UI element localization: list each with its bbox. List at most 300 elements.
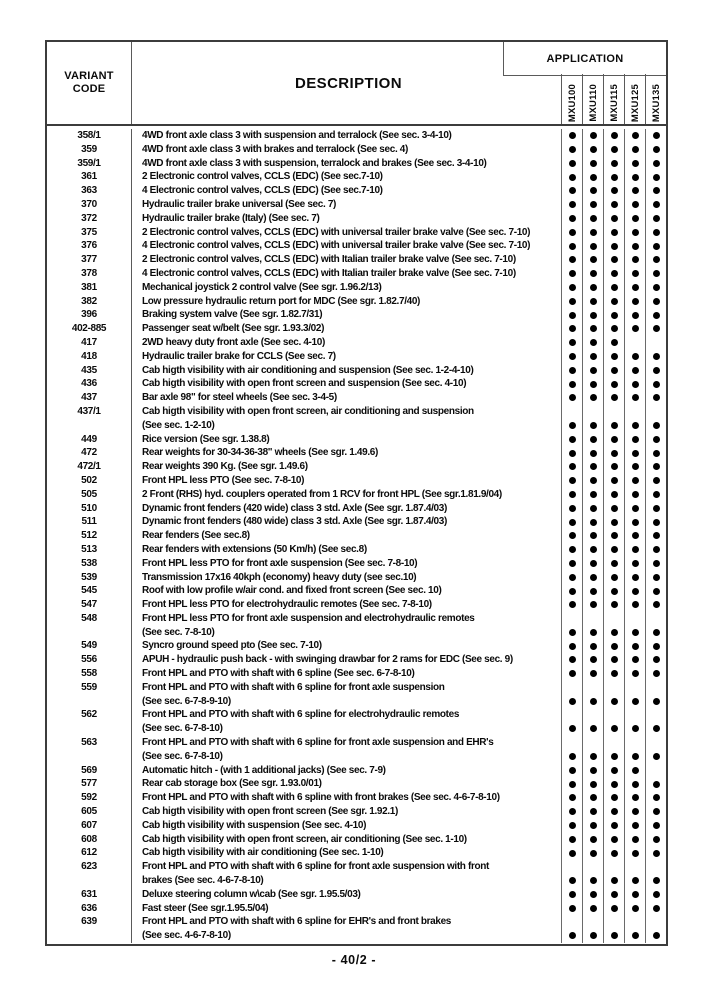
application-dot bbox=[590, 505, 597, 512]
variant-code-table bbox=[45, 40, 668, 946]
table-row bbox=[47, 584, 666, 598]
description-line: Front HPL and PTO with shaft with 6 spline for front axle suspension bbox=[142, 681, 445, 693]
application-dot bbox=[653, 781, 660, 788]
variant-code-cell: 505 bbox=[47, 488, 132, 502]
application-dot-column bbox=[561, 308, 582, 322]
description-line: Front HPL less PTO for electrohydraulic remotes (See sec. 7-8-10) bbox=[142, 599, 432, 611]
application-dot-column bbox=[624, 322, 645, 336]
application-dot bbox=[569, 284, 576, 291]
description-cell bbox=[132, 281, 561, 295]
table-row bbox=[47, 571, 666, 585]
application-dot-column bbox=[624, 681, 645, 709]
application-dot bbox=[632, 808, 639, 815]
application-dot bbox=[611, 532, 618, 539]
model-columns-header bbox=[561, 74, 666, 124]
table-row bbox=[47, 902, 666, 916]
application-dot-column bbox=[582, 736, 603, 764]
application-dot bbox=[632, 450, 639, 457]
table-row bbox=[47, 184, 666, 198]
application-cell bbox=[561, 502, 666, 516]
application-dot bbox=[569, 146, 576, 153]
application-dot bbox=[590, 891, 597, 898]
application-dot bbox=[653, 187, 660, 194]
model-column-label: MXU110 bbox=[587, 84, 599, 122]
table-row bbox=[47, 653, 666, 667]
description-line: (See sec. 6-7-8-10) bbox=[142, 723, 223, 735]
application-dot-column bbox=[582, 474, 603, 488]
application-dot bbox=[632, 877, 639, 884]
description-cell bbox=[132, 915, 561, 943]
application-dot-column bbox=[582, 791, 603, 805]
application-cell bbox=[561, 529, 666, 543]
table-row bbox=[47, 474, 666, 488]
application-dot-column bbox=[645, 888, 666, 902]
application-cell bbox=[561, 777, 666, 791]
table-row bbox=[47, 639, 666, 653]
application-dot bbox=[569, 491, 576, 498]
description-cell bbox=[132, 239, 561, 253]
table-row bbox=[47, 667, 666, 681]
application-cell bbox=[561, 915, 666, 943]
application-dot-column bbox=[561, 253, 582, 267]
application-dot-column bbox=[561, 143, 582, 157]
application-dot bbox=[611, 546, 618, 553]
application-dot bbox=[590, 146, 597, 153]
application-dot-column bbox=[645, 474, 666, 488]
description-line: (See sec. 6-7-8-10) bbox=[142, 750, 223, 762]
application-dot bbox=[611, 491, 618, 498]
application-dot bbox=[611, 201, 618, 208]
application-dot bbox=[569, 532, 576, 539]
description-cell bbox=[132, 433, 561, 447]
application-dot-column bbox=[603, 612, 624, 640]
description-line: (See sec. 7-8-10) bbox=[142, 626, 215, 638]
description-header-label: DESCRIPTION bbox=[295, 74, 402, 92]
application-dot-column bbox=[603, 515, 624, 529]
application-dot bbox=[653, 284, 660, 291]
table-row bbox=[47, 198, 666, 212]
application-dot bbox=[653, 808, 660, 815]
application-dot-column bbox=[624, 515, 645, 529]
application-dot bbox=[632, 601, 639, 608]
description-cell bbox=[132, 405, 561, 433]
application-dot-column bbox=[624, 308, 645, 322]
application-dot-column bbox=[645, 460, 666, 474]
application-dot-column bbox=[603, 253, 624, 267]
description-line: Rear fenders with extensions (50 Km/h) (See sec.8) bbox=[142, 543, 367, 555]
application-dot-column bbox=[603, 681, 624, 709]
variant-code-cell: 378 bbox=[47, 267, 132, 281]
application-dot bbox=[653, 243, 660, 250]
description-line: Rice version (See sgr. 1.38.8) bbox=[142, 433, 270, 445]
variant-code-cell: 547 bbox=[47, 598, 132, 612]
application-dot-column bbox=[645, 295, 666, 309]
application-dot-column bbox=[561, 805, 582, 819]
application-dot bbox=[653, 891, 660, 898]
application-dot bbox=[653, 753, 660, 760]
application-dot-column bbox=[561, 529, 582, 543]
application-dot-column bbox=[624, 708, 645, 736]
application-dot-column bbox=[645, 364, 666, 378]
application-dot bbox=[590, 243, 597, 250]
application-dot bbox=[632, 519, 639, 526]
application-dot-column bbox=[645, 446, 666, 460]
application-dot-column bbox=[645, 708, 666, 736]
description-cell bbox=[132, 295, 561, 309]
application-dot bbox=[590, 339, 597, 346]
application-dot-column bbox=[561, 488, 582, 502]
application-dot bbox=[653, 532, 660, 539]
application-dot-column bbox=[603, 708, 624, 736]
description-cell bbox=[132, 198, 561, 212]
application-dot-column bbox=[582, 543, 603, 557]
table-row bbox=[47, 405, 666, 433]
application-dot-column bbox=[582, 308, 603, 322]
model-column-mxu100 bbox=[561, 74, 582, 124]
application-dot-column bbox=[645, 239, 666, 253]
application-dot-column bbox=[561, 777, 582, 791]
application-cell bbox=[561, 281, 666, 295]
application-dot-column bbox=[624, 667, 645, 681]
application-dot-column bbox=[603, 336, 624, 350]
description-cell bbox=[132, 902, 561, 916]
description-line: Front HPL less PTO for front axle suspension (See sec. 7-8-10) bbox=[142, 557, 418, 569]
variant-code-cell: 605 bbox=[47, 805, 132, 819]
application-dot bbox=[653, 132, 660, 139]
application-dot-column bbox=[624, 267, 645, 281]
variant-code-cell: 569 bbox=[47, 764, 132, 778]
table-row bbox=[47, 129, 666, 143]
description-line: Front HPL and PTO with shaft with 6 spline for EHR's and front brakes bbox=[142, 916, 452, 928]
application-dot bbox=[653, 229, 660, 236]
application-cell bbox=[561, 833, 666, 847]
application-dot bbox=[653, 436, 660, 443]
application-dot-column bbox=[624, 157, 645, 171]
application-dot bbox=[611, 629, 618, 636]
variant-code-cell: 359 bbox=[47, 143, 132, 157]
application-dot-column bbox=[561, 584, 582, 598]
description-header-cell bbox=[132, 42, 565, 124]
description-line: Cab higth visibility with open front screen, air conditioning and suspension bbox=[142, 405, 474, 417]
application-dot bbox=[569, 463, 576, 470]
table-row bbox=[47, 777, 666, 791]
application-dot bbox=[632, 588, 639, 595]
application-dot bbox=[611, 187, 618, 194]
application-cell bbox=[561, 805, 666, 819]
application-dot-column bbox=[603, 281, 624, 295]
application-dot-column bbox=[645, 212, 666, 226]
table-row bbox=[47, 391, 666, 405]
application-dot bbox=[590, 367, 597, 374]
application-dot bbox=[590, 781, 597, 788]
description-cell bbox=[132, 474, 561, 488]
application-dot-column bbox=[603, 460, 624, 474]
application-dot-column bbox=[561, 764, 582, 778]
application-dot-column bbox=[582, 488, 603, 502]
application-dot bbox=[569, 574, 576, 581]
application-dot bbox=[590, 187, 597, 194]
application-cell bbox=[561, 336, 666, 350]
application-dot bbox=[569, 643, 576, 650]
application-dot-column bbox=[624, 543, 645, 557]
application-dot bbox=[611, 767, 618, 774]
description-line: Transmission 17x16 40kph (economy) heavy duty (see sec.10) bbox=[142, 571, 417, 583]
variant-code-cell: 418 bbox=[47, 350, 132, 364]
application-dot bbox=[569, 670, 576, 677]
description-cell bbox=[132, 184, 561, 198]
variant-code-cell: 639 bbox=[47, 915, 132, 943]
application-dot-column bbox=[624, 405, 645, 433]
application-dot-column bbox=[582, 322, 603, 336]
application-dot bbox=[611, 477, 618, 484]
description-cell bbox=[132, 846, 561, 860]
description-line: 2 Electronic control valves, CCLS (EDC) with Italian trailer brake valve (See sec. 7-10) bbox=[142, 254, 516, 266]
application-dot-column bbox=[561, 667, 582, 681]
description-cell bbox=[132, 529, 561, 543]
application-dot-column bbox=[582, 529, 603, 543]
application-dot bbox=[569, 436, 576, 443]
application-dot-column bbox=[603, 170, 624, 184]
application-dot bbox=[569, 422, 576, 429]
application-dot bbox=[632, 767, 639, 774]
application-dot-column bbox=[645, 833, 666, 847]
application-dot-column bbox=[645, 488, 666, 502]
application-dot-column bbox=[582, 446, 603, 460]
application-dot-column bbox=[582, 239, 603, 253]
application-dot bbox=[632, 546, 639, 553]
table-row bbox=[47, 515, 666, 529]
description-cell bbox=[132, 212, 561, 226]
model-column-label: MXU135 bbox=[650, 83, 662, 122]
description-line: Rear cab storage box (See sgr. 1.93.0/01) bbox=[142, 778, 322, 790]
application-dot-column bbox=[582, 405, 603, 433]
description-cell bbox=[132, 143, 561, 157]
application-cell bbox=[561, 170, 666, 184]
application-dot bbox=[590, 794, 597, 801]
application-dot-column bbox=[582, 612, 603, 640]
description-cell bbox=[132, 584, 561, 598]
application-dot bbox=[590, 229, 597, 236]
application-dot bbox=[653, 836, 660, 843]
model-column-mxu125 bbox=[624, 74, 645, 124]
application-cell bbox=[561, 226, 666, 240]
table-row bbox=[47, 681, 666, 709]
application-dot bbox=[590, 325, 597, 332]
application-dot bbox=[590, 463, 597, 470]
application-dot-column bbox=[603, 239, 624, 253]
application-dot bbox=[611, 560, 618, 567]
application-dot-column bbox=[561, 557, 582, 571]
application-dot bbox=[590, 656, 597, 663]
application-dot-column bbox=[603, 322, 624, 336]
application-dot bbox=[632, 905, 639, 912]
application-dot bbox=[653, 698, 660, 705]
application-dot-column bbox=[582, 198, 603, 212]
application-dot bbox=[653, 670, 660, 677]
application-dot bbox=[632, 822, 639, 829]
application-dot-column bbox=[561, 322, 582, 336]
application-dot bbox=[632, 422, 639, 429]
application-dot-column bbox=[561, 198, 582, 212]
application-dot bbox=[653, 932, 660, 939]
application-dot bbox=[611, 505, 618, 512]
application-dot bbox=[569, 546, 576, 553]
variant-code-cell: 556 bbox=[47, 653, 132, 667]
application-dot bbox=[569, 560, 576, 567]
application-dot bbox=[569, 519, 576, 526]
description-cell bbox=[132, 377, 561, 391]
description-cell bbox=[132, 598, 561, 612]
application-dot-column bbox=[561, 860, 582, 888]
application-dot-column bbox=[561, 915, 582, 943]
application-dot-column bbox=[645, 377, 666, 391]
application-dot-column bbox=[603, 295, 624, 309]
table-row bbox=[47, 833, 666, 847]
table-header bbox=[47, 42, 666, 126]
application-dot-column bbox=[645, 129, 666, 143]
model-column-label: MXU100 bbox=[566, 83, 578, 122]
application-dot-column bbox=[561, 350, 582, 364]
application-cell bbox=[561, 598, 666, 612]
description-line: Automatic hitch - (with 1 additional jacks) (See sec. 7-9) bbox=[142, 764, 386, 776]
application-dot bbox=[590, 174, 597, 181]
application-dot bbox=[653, 546, 660, 553]
application-dot-column bbox=[561, 129, 582, 143]
application-cell bbox=[561, 405, 666, 433]
application-dot-column bbox=[603, 598, 624, 612]
application-dot bbox=[590, 905, 597, 912]
application-dot bbox=[611, 367, 618, 374]
application-dot-column bbox=[645, 543, 666, 557]
application-dot-column bbox=[645, 571, 666, 585]
application-dot bbox=[611, 808, 618, 815]
application-dot-column bbox=[582, 460, 603, 474]
application-dot bbox=[590, 422, 597, 429]
application-dot bbox=[569, 325, 576, 332]
application-dot-column bbox=[561, 405, 582, 433]
application-dot-column bbox=[582, 764, 603, 778]
application-dot-column bbox=[582, 902, 603, 916]
application-dot bbox=[590, 643, 597, 650]
variant-code-cell: 631 bbox=[47, 888, 132, 902]
application-dot-column bbox=[561, 433, 582, 447]
application-dot-column bbox=[645, 915, 666, 943]
description-cell bbox=[132, 129, 561, 143]
table-row bbox=[47, 736, 666, 764]
description-cell bbox=[132, 805, 561, 819]
application-dot-column bbox=[561, 653, 582, 667]
application-dot bbox=[590, 353, 597, 360]
description-line: Dynamic front fenders (420 wide) class 3 std. Axle (See sgr. 1.87.4/03) bbox=[142, 502, 447, 514]
application-dot bbox=[611, 588, 618, 595]
description-line: Front HPL and PTO with shaft with 6 spline for front axle suspension and EHR's bbox=[142, 737, 494, 749]
application-dot-column bbox=[645, 584, 666, 598]
application-dot bbox=[632, 463, 639, 470]
application-dot-column bbox=[582, 708, 603, 736]
application-dot bbox=[590, 450, 597, 457]
application-dot-column bbox=[624, 460, 645, 474]
application-cell bbox=[561, 308, 666, 322]
application-dot bbox=[611, 753, 618, 760]
variant-code-cell: 513 bbox=[47, 543, 132, 557]
table-row bbox=[47, 308, 666, 322]
variant-code-cell: 545 bbox=[47, 584, 132, 598]
application-dot-column bbox=[603, 350, 624, 364]
variant-code-cell: 361 bbox=[47, 170, 132, 184]
application-dot-column bbox=[603, 391, 624, 405]
description-line: Passenger seat w/belt (See sgr. 1.93.3/02) bbox=[142, 323, 325, 335]
application-dot-column bbox=[624, 212, 645, 226]
variant-code-cell: 559 bbox=[47, 681, 132, 709]
description-line: Cab higth visibility with air conditioning (See sec. 1-10) bbox=[142, 847, 384, 859]
application-cell bbox=[561, 860, 666, 888]
application-dot bbox=[653, 270, 660, 277]
application-dot bbox=[611, 698, 618, 705]
application-dot-column bbox=[603, 184, 624, 198]
description-line: 4WD front axle class 3 with suspension, terralock and brakes (See sec. 3-4-10) bbox=[142, 157, 487, 169]
application-dot bbox=[611, 932, 618, 939]
description-line: brakes (See sec. 4-6-7-8-10) bbox=[142, 875, 264, 887]
description-line: Front HPL less PTO for front axle suspension and electrohydraulic remotes bbox=[142, 612, 475, 624]
application-dot-column bbox=[624, 860, 645, 888]
application-dot-column bbox=[645, 612, 666, 640]
application-dot bbox=[632, 284, 639, 291]
application-dot-column bbox=[561, 502, 582, 516]
application-dot-column bbox=[582, 433, 603, 447]
application-dot bbox=[590, 836, 597, 843]
description-line: (See sec. 1-2-10) bbox=[142, 419, 215, 431]
application-cell bbox=[561, 446, 666, 460]
application-dot bbox=[569, 270, 576, 277]
application-dot-column bbox=[624, 364, 645, 378]
variant-code-cell: 538 bbox=[47, 557, 132, 571]
application-dot bbox=[590, 877, 597, 884]
application-dot-column bbox=[624, 571, 645, 585]
application-dot bbox=[569, 588, 576, 595]
application-dot-column bbox=[603, 377, 624, 391]
variant-code-cell: 359/1 bbox=[47, 157, 132, 171]
application-dot bbox=[632, 174, 639, 181]
application-dot-column bbox=[624, 791, 645, 805]
application-dot bbox=[653, 574, 660, 581]
application-dot bbox=[569, 505, 576, 512]
application-dot-column bbox=[582, 681, 603, 709]
application-dot-column bbox=[603, 846, 624, 860]
description-line: 4 Electronic control valves, CCLS (EDC) (See sec.7-10) bbox=[142, 185, 383, 197]
application-dot bbox=[611, 574, 618, 581]
application-dot bbox=[653, 215, 660, 222]
description-line: Mechanical joystick 2 control valve (See sgr. 1.96.2/13) bbox=[142, 281, 382, 293]
application-dot-column bbox=[561, 460, 582, 474]
application-dot bbox=[569, 477, 576, 484]
application-dot-column bbox=[645, 405, 666, 433]
description-cell bbox=[132, 708, 561, 736]
application-cell bbox=[561, 433, 666, 447]
application-dot-column bbox=[582, 253, 603, 267]
application-dot-column bbox=[582, 295, 603, 309]
application-dot-column bbox=[582, 598, 603, 612]
variant-code-cell: 608 bbox=[47, 833, 132, 847]
model-column-label: MXU125 bbox=[629, 83, 641, 122]
application-dot bbox=[590, 298, 597, 305]
application-dot-column bbox=[645, 819, 666, 833]
application-dot bbox=[569, 132, 576, 139]
description-cell bbox=[132, 888, 561, 902]
application-dot-column bbox=[624, 295, 645, 309]
variant-code-cell: 472 bbox=[47, 446, 132, 460]
application-dot bbox=[653, 656, 660, 663]
application-dot bbox=[653, 422, 660, 429]
